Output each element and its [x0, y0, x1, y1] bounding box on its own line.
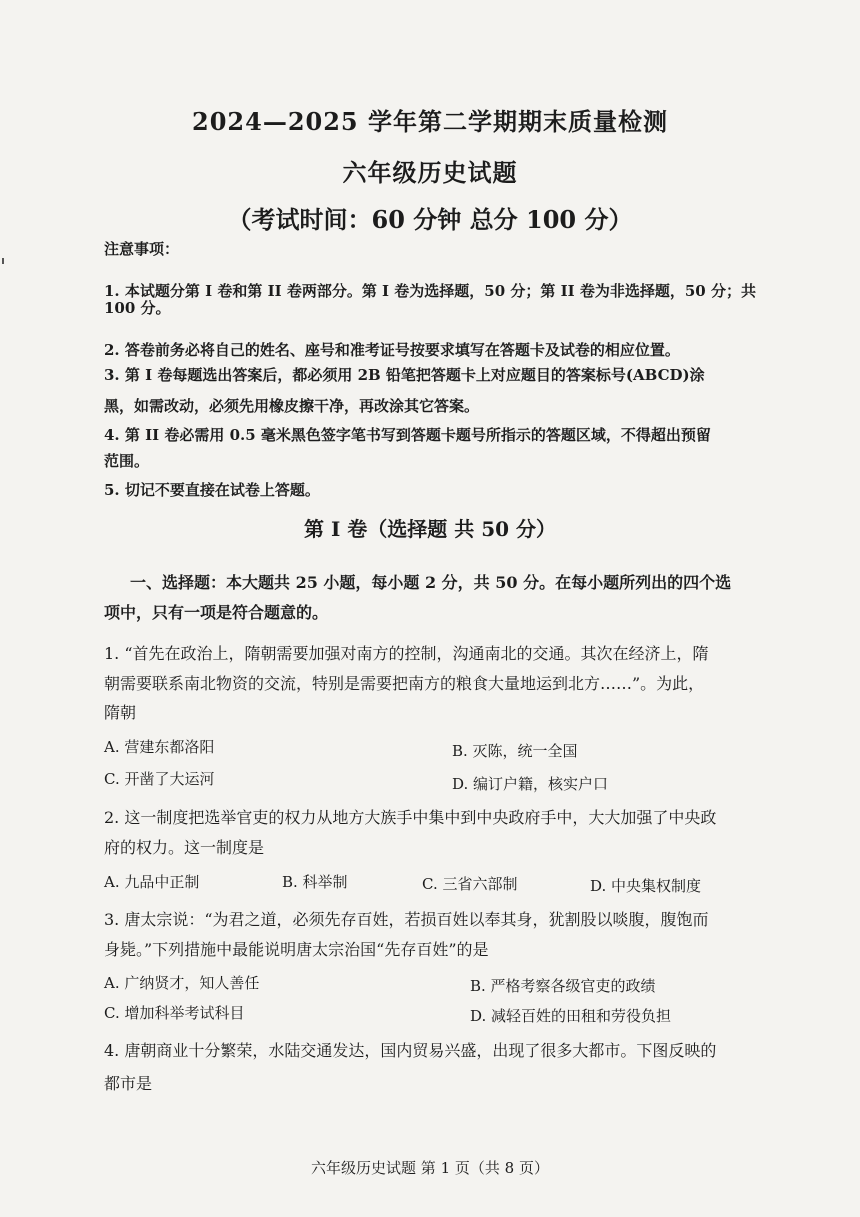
option-b: B. 灭陈，统一全国 — [452, 742, 578, 760]
scan-mark — [2, 258, 4, 264]
question-stem: 4. 唐朝商业十分繁荣，水陆交通发达，国内贸易兴盛，出现了很多大都市。下图反映的 — [104, 1041, 717, 1060]
note-line: 1. 本试题分第 I 卷和第 II 卷两部分。第 I 卷为选择题，50 分；第 II 卷为非选择题，50 分；共 — [104, 282, 756, 300]
option-d: D. 中央集权制度 — [590, 877, 702, 895]
question-stem: 朝需要联系南北物资的交流，特别是需要把南方的粮食大量地运到北方……”。为此， — [104, 674, 705, 693]
option-a: A. 营建东都洛阳 — [104, 738, 215, 756]
note-line: 5. 切记不要直接在试卷上答题。 — [104, 481, 320, 499]
option-c: C. 三省六部制 — [422, 875, 518, 893]
note-line: 黑，如需改动，必须先用橡皮擦干净，再改涂其它答案。 — [104, 397, 480, 415]
exam-title: 2024—2025 学年第二学期期末质量检测 — [192, 107, 668, 136]
exam-info: （考试时间：60 分钟 总分 100 分） — [227, 205, 633, 234]
note-line: 4. 第 II 卷必需用 0.5 毫米黑色签字笔书写到答题卡题号所指示的答题区域，不得超出预留 — [104, 426, 711, 444]
option-b: B. 严格考察各级官吏的政绩 — [470, 977, 656, 995]
question-stem: 府的权力。这一制度是 — [104, 838, 265, 857]
note-line: 100 分。 — [104, 299, 171, 317]
section-intro: 一、选择题：本大题共 25 小题，每小题 2 分，共 50 分。在每小题所列出的四个选 — [130, 573, 732, 592]
notes-heading: 注意事项： — [104, 240, 180, 258]
option-d: D. 减轻百姓的田租和劳役负担 — [470, 1007, 672, 1025]
question-stem: 3. 唐太宗说：“为君之道，必须先存百姓，若损百姓以奉其身，犹割股以啖腹，腹饱而 — [104, 910, 709, 929]
note-line: 2. 答卷前务必将自己的姓名、座号和准考证号按要求填写在答题卡及试卷的相应位置。 — [104, 341, 680, 359]
question-stem: 隋朝 — [104, 703, 137, 722]
note-line: 范围。 — [104, 452, 150, 470]
option-b: B. 科举制 — [282, 873, 348, 891]
option-a: A. 九品中正制 — [104, 873, 200, 891]
option-c: C. 增加科举考试科目 — [104, 1004, 245, 1022]
question-stem: 身毙。”下列措施中最能说明唐太宗治国“先存百姓”的是 — [104, 940, 489, 959]
page-footer: 六年级历史试题 第 1 页（共 8 页） — [311, 1159, 549, 1177]
option-c: C. 开凿了大运河 — [104, 770, 215, 788]
exam-subtitle: 六年级历史试题 — [342, 158, 518, 187]
note-line: 3. 第 I 卷每题选出答案后，都必须用 2B 铅笔把答题卡上对应题目的答案标号(ABCD)涂 — [104, 366, 705, 384]
option-a: A. 广纳贤才，知人善任 — [104, 974, 260, 992]
section-title: 第 I 卷（选择题 共 50 分） — [303, 517, 556, 541]
question-stem: 1. “首先在政治上，隋朝需要加强对南方的控制，沟通南北的交通。其次在经济上，隋 — [104, 644, 709, 663]
section-intro: 项中，只有一项是符合题意的。 — [104, 603, 329, 622]
question-stem: 都市是 — [104, 1074, 153, 1093]
option-d: D. 编订户籍，核实户口 — [452, 775, 609, 793]
question-stem: 2. 这一制度把选举官吏的权力从地方大族手中集中到中央政府手中，大大加强了中央政 — [104, 808, 717, 827]
